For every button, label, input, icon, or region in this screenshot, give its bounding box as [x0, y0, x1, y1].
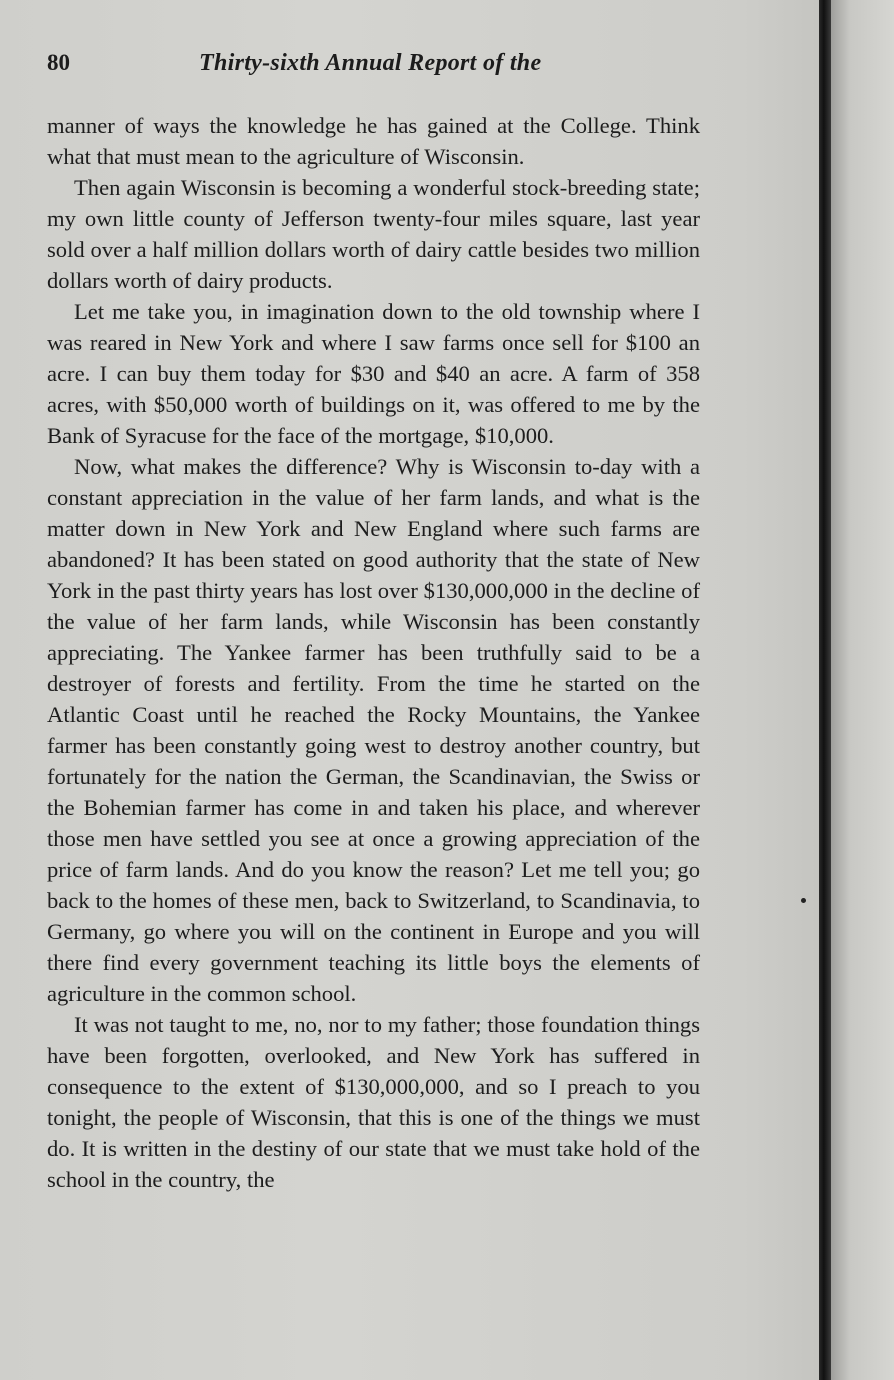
- running-title: Thirty-sixth Annual Report of the: [199, 50, 542, 76]
- adjacent-page-edge: [831, 0, 894, 1380]
- paragraph-stock-breeding: Then again Wisconsin is becoming a wonderful stock-breeding state; my own little county of Jefferson twenty-four miles square, last year sold over a half million dollars worth of dairy cattle besides two million dollars worth of dairy products.: [47, 175, 700, 293]
- page-number: 80: [47, 50, 70, 75]
- paragraph-new-york-township: Let me take you, in imagination down to the old township where I was reared in New York and where I saw farms once sell for $100 an acre. I can buy them today for $30 and $40 an acre. A farm of 358 acres, with $50,000 worth of buildings on it, was offered to me by the Bank of Syracuse for the face of the mortgage, $10,000.: [47, 299, 700, 448]
- paragraph-difference: Now, what makes the difference? Why is Wisconsin to-day with a constant appreciation in the value of her farm lands, and what is the matter down in New York and New England where such farms are abandoned? It has been stated on good authority that the state of New York in the past thirty years has lost over $130,000,000 in the decline of the value of her farm lands, while Wisconsin has been constantly appreciating. The Yankee farmer has been truthfully said to be a destroyer of forests and fertility. From the time he started on the Atlantic Coast until he reached the Rocky Mountains, the Yankee farmer has been constantly going west to destroy another country, but fortunately for the nation the German, the Scandinavian, the Swiss or the Bohemian farmer has come in and taken his place, and wherever those men have settled you see at once a growing appreciation of the price of farm lands. And do you know the reason? Let me tell you; go back to the homes of these men, back to Switzerland, to Scandinavia, to Germany, go where you will on the continent in Europe and you will there find every government teaching its little boys the elements of agriculture in the common school.: [47, 454, 700, 1006]
- page-binding-edge: [819, 0, 831, 1380]
- ink-speck: [801, 898, 806, 903]
- running-head: [47, 50, 707, 86]
- paragraph-foundation-things: It was not taught to me, no, nor to my father; those foundation things have been forgotten, overlooked, and New York has suffered in consequence to the extent of $130,000,000, and so I preach to you tonight, the people of Wisconsin, that this is one of the things we must do. It is written in the destiny of our state that we must take hold of the school in the country, the: [47, 1012, 700, 1192]
- paragraph-continued: manner of ways the knowledge he has gained at the College. Think what that must mean to the agriculture of Wisconsin.: [47, 113, 700, 169]
- body-text: [47, 110, 700, 1195]
